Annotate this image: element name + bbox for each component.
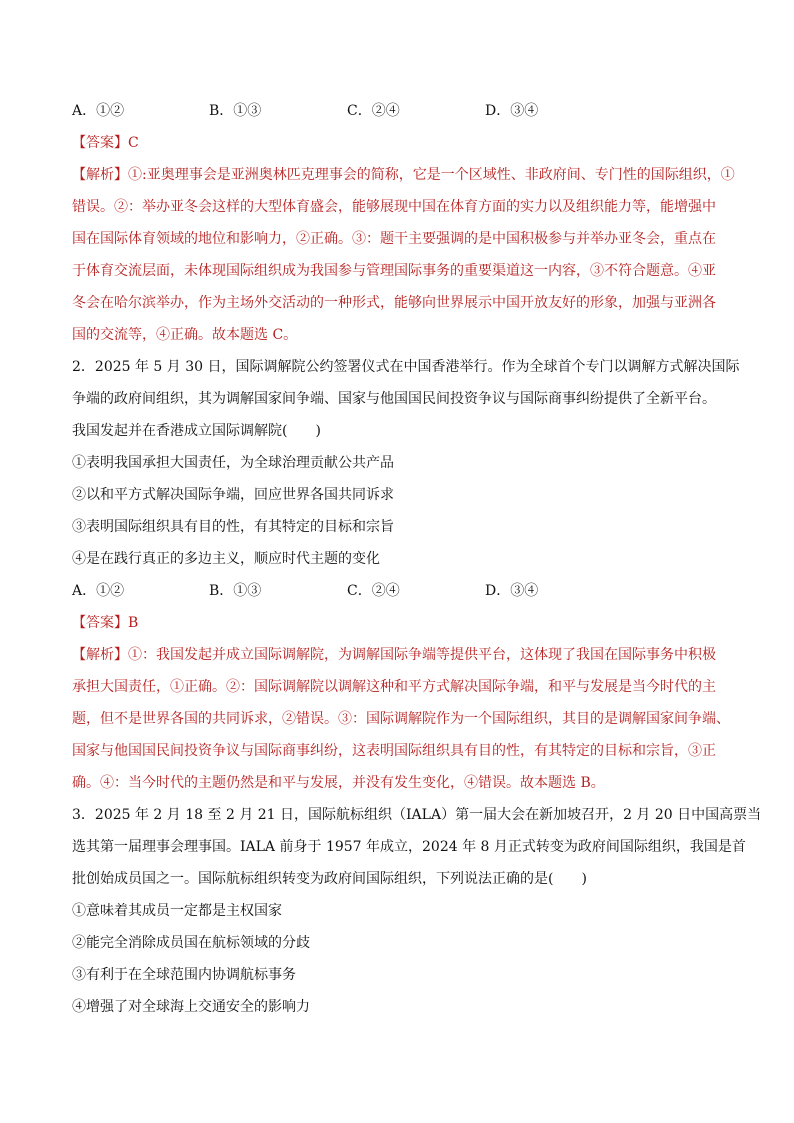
q2-option-d: D．③④ — [485, 583, 539, 599]
q3-statement: ②能完全消除成员国在航标领域的分歧 — [72, 935, 310, 951]
q2-stem-line: 我国发起并在香港成立国际调解院( ) — [72, 423, 321, 439]
q2-analysis-label: 【解析】 — [72, 647, 128, 663]
q1-option-d: D．③④ — [485, 103, 539, 119]
q2-stem-line: 2．2025 年 5 月 30 日，国际调解院公约签署仪式在中国香港举行。作为全球首个专门以调解方式解决国际 — [72, 359, 740, 375]
q1-analysis-line: 国的交流等，④正确。故本题选 C。 — [72, 327, 298, 343]
q1-analysis-line: 错误。②：举办亚冬会这样的大型体育盛会，能够展现中国在体育方面的实力以及组织能力等，能增强中 — [72, 199, 716, 215]
q3-statement: ①意味着其成员一定都是主权国家 — [72, 903, 282, 919]
q2-statement: ④是在践行真正的多边主义，顺应时代主题的变化 — [72, 551, 380, 567]
q2-answer-value: B — [128, 615, 139, 631]
q2-option-b: B．①③ — [209, 583, 262, 599]
q3-statement: ④增强了对全球海上交通安全的影响力 — [72, 999, 310, 1015]
q2-stem-line: 争端的政府间组织，其为调解国家间争端、国家与他国国民间投资争议与国际商事纠纷提供了全新平台。 — [72, 391, 716, 407]
q2-option-c: C．②④ — [347, 583, 400, 599]
q1-analysis-label: 【解析】 — [72, 167, 128, 183]
q1-answer-label: 【答案】 — [72, 135, 128, 151]
q3-stem-line: 3．2025 年 2 月 18 至 2 月 21 日，国际航标组织（IALA）第一届大会在新加坡召开，2 月 20 日中国高票当 — [72, 807, 762, 823]
q2-analysis-line: 题，但不是世界各国的共同诉求，②错误。③：国际调解院作为一个国际组织，其目的是调解国家间争端、 — [72, 711, 730, 727]
q2-analysis-line: 确。④：当今时代的主题仍然是和平与发展，并没有发生变化，④错误。故本题选 B。 — [72, 775, 605, 791]
q2-statement: ②以和平方式解决国际争端，回应世界各国共同诉求 — [72, 487, 394, 503]
q1-analysis-line: 国在国际体育领域的地位和影响力，②正确。③：题干主要强调的是中国积极参与并举办亚冬会，重点在 — [72, 231, 716, 247]
q2-answer — [72, 613, 722, 633]
q2-analysis-line: 【解析】①：我国发起并成立国际调解院，为调解国际争端等提供平台，这体现了我国在国际事务中积极 — [72, 647, 716, 663]
q3-stem-line: 批创始成员国之一。国际航标组织转变为政府间国际组织，下列说法正确的是( ) — [72, 871, 587, 887]
q3-stem-line: 选其第一届理事会理事国。IALA 前身于 1957 年成立，2024 年 8 月正式转变为政府间国际组织，我国是首 — [72, 839, 746, 855]
q1-option-c: C．②④ — [347, 103, 400, 119]
q2-answer-label: 【答案】 — [72, 615, 128, 631]
q1-analysis-line: 于体育交流层面，未体现国际组织成为我国参与管理国际事务的重要渠道这一内容，③不符合题意。④亚 — [72, 263, 716, 279]
q2-statement: ①表明我国承担大国责任，为全球治理贡献公共产品 — [72, 455, 394, 471]
q1-answer-value: C — [128, 135, 139, 151]
q1-analysis-line: 【解析】①:亚奥理事会是亚洲奥林匹克理事会的简称，它是一个区域性、非政府间、专门性的国际组织，① — [72, 167, 735, 183]
q2-analysis-line: 承担大国责任，①正确。②：国际调解院以调解这种和平方式解决国际争端，和平与发展是当今时代的主 — [72, 679, 716, 695]
q3-statement: ③有利于在全球范围内协调航标事务 — [72, 967, 296, 983]
q1-option-b: B．①③ — [209, 103, 262, 119]
q2-option-a: A．①② — [72, 583, 125, 599]
q2-analysis-line: 国家与他国国民间投资争议与国际商事纠纷，这表明国际组织具有目的性，有其特定的目标和宗旨，③正 — [72, 743, 716, 759]
q1-option-a: A．①② — [72, 103, 125, 119]
q1-analysis-line: 冬会在哈尔滨举办，作为主场外交活动的一种形式，能够向世界展示中国开放友好的形象，加强与亚洲各 — [72, 295, 716, 311]
q2-statement: ③表明国际组织具有目的性，有其特定的目标和宗旨 — [72, 519, 394, 535]
q1-answer — [72, 133, 722, 153]
